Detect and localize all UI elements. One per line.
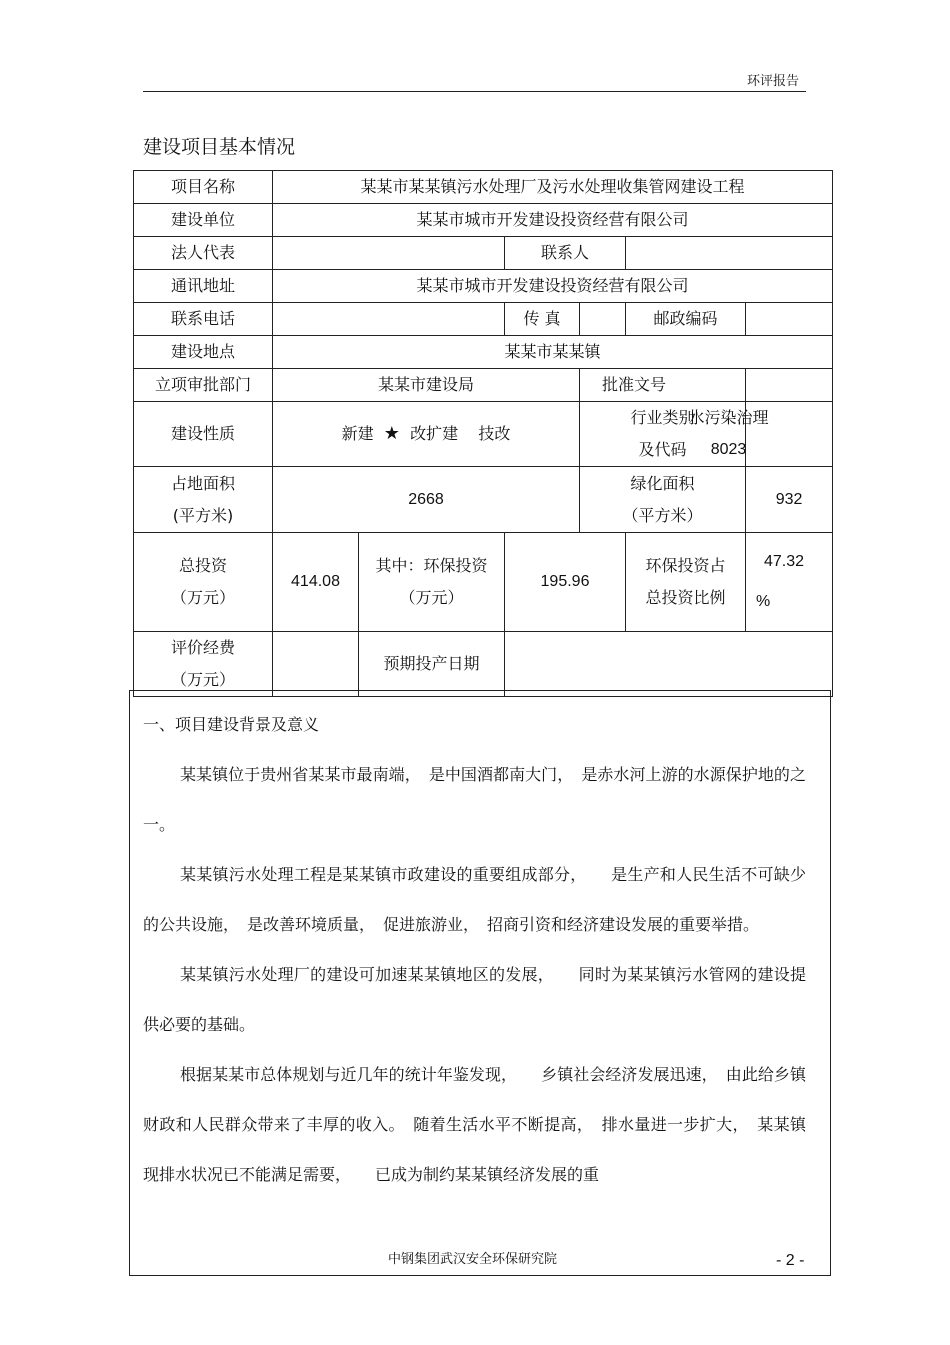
total-invest-value: 414.08 <box>273 533 359 632</box>
eval-fee-value <box>273 632 359 697</box>
env-invest-value: 195.96 <box>505 533 626 632</box>
prod-date-value <box>505 632 833 697</box>
nature-value <box>273 402 580 467</box>
body-paragraph-2: 某某镇污水处理工程是某某镇市政建设的重要组成部分， 是生产和人民生活不可缺少的公共设施， 是改善环境质量， 促进旅游业， 招商引资和经济建设发展的重要举措。 <box>143 865 806 934</box>
industry-label-line2: 及代码 <box>638 440 687 459</box>
ratio-value <box>746 533 833 632</box>
ratio-label <box>626 533 746 632</box>
location-town: 某某镇 <box>552 342 601 361</box>
land-area-label-line2: (平方米) <box>172 505 234 525</box>
ratio-unit: % <box>756 593 771 610</box>
ratio-number: 47.32 <box>764 553 805 570</box>
header-label: 环评报告 <box>747 74 800 89</box>
nature-tech: 技改 <box>478 424 511 443</box>
land-area-value: 2668 <box>273 467 580 533</box>
nature-label: 建设性质 <box>134 402 273 467</box>
land-area-label <box>134 467 273 533</box>
location-prefix: 某某市 <box>504 342 553 361</box>
prod-date-label: 预期投产日期 <box>359 632 505 697</box>
legal-rep-label: 法人代表 <box>134 237 273 270</box>
land-area-label-line1: 占地面积 <box>170 473 235 493</box>
env-invest-label <box>359 533 505 632</box>
green-area-label <box>580 467 746 533</box>
green-area-value: 932 <box>746 467 833 533</box>
contact-value <box>626 237 833 270</box>
approval-dept-value: 某某市建设局 <box>273 369 580 402</box>
builder-label: 建设单位 <box>134 204 273 237</box>
location-value <box>273 336 833 369</box>
postcode-value <box>746 303 833 336</box>
total-invest-label-line1: 总投资 <box>178 556 227 575</box>
project-name-value: 某某市某某镇污水处理厂及污水处理收集管网建设工程 <box>273 171 833 204</box>
nature-new: 新建 <box>341 424 374 443</box>
phone-value <box>273 303 505 336</box>
industry-label-line1: 行业类别 <box>630 408 695 427</box>
legal-rep-value <box>273 237 505 270</box>
fax-label: 传 真 <box>505 303 580 336</box>
location-label: 建设地点 <box>134 336 273 369</box>
industry-value-line1: 水污染治理 <box>688 408 769 427</box>
approval-no-label: 批准文号 <box>580 369 746 402</box>
phone-label: 联系电话 <box>134 303 273 336</box>
green-area-label-line2: （平方米） <box>622 505 703 525</box>
postcode-label: 邮政编码 <box>626 303 746 336</box>
total-invest-label <box>134 533 273 632</box>
industry-value-line2: 8023 <box>710 441 747 458</box>
ratio-label-line2: 总投资比例 <box>645 588 726 607</box>
industry-value <box>688 402 833 467</box>
ratio-label-line1: 环保投资占 <box>645 556 726 575</box>
contact-label: 联系人 <box>505 237 626 270</box>
address-value: 某某市城市开发建设投资经营有限公司 <box>273 270 833 303</box>
body-paragraph-1: 某某镇位于贵州省某某市最南端， 是中国酒都南大门， 是赤水河上游的水源保护地的之一。 <box>143 765 806 834</box>
body-heading: 一、项目建设背景及意义 <box>143 715 320 734</box>
env-invest-label-line1: 其中：环保投资 <box>375 556 488 575</box>
star-icon: ★ <box>383 423 400 444</box>
nature-expand: 改扩建 <box>410 424 459 443</box>
body-paragraph-4: 根据某某市总体规划与近几年的统计年鉴发现， 乡镇社会经济发展迅速， 由此给乡镇财政和人民群众带来了丰厚的收入。 随着生活水平不断提高， 排水量进一步扩大， 某某镇现排水状况已不能满足需要， 已成为制约某某镇经济发展的重 <box>143 1065 806 1184</box>
fax-value <box>580 303 626 336</box>
eval-fee-label-line1: 评价经费 <box>170 638 235 657</box>
body-text <box>143 700 806 1200</box>
env-invest-label-line2: （万元） <box>399 588 464 607</box>
approval-dept-label: 立项审批部门 <box>134 369 273 402</box>
builder-value: 某某市城市开发建设投资经营有限公司 <box>273 204 833 237</box>
page-number: - 2 - <box>776 1252 805 1269</box>
green-area-label-line1: 绿化面积 <box>630 473 695 493</box>
body-paragraph-3: 某某镇污水处理厂的建设可加速某某镇地区的发展， 同时为某某镇污水管网的建设提供必要的基础。 <box>143 965 806 1034</box>
header-rule <box>143 91 806 92</box>
approval-no-value <box>746 369 833 402</box>
eval-fee-label <box>134 632 273 697</box>
project-name-label: 项目名称 <box>134 171 273 204</box>
total-invest-label-line2: （万元） <box>170 588 235 607</box>
section-title: 建设项目基本情况 <box>143 136 296 158</box>
footer-org: 中钢集团武汉安全环保研究院 <box>388 1252 558 1267</box>
eval-fee-label-line2: （万元） <box>170 670 235 689</box>
project-info-table <box>133 170 833 697</box>
address-label: 通讯地址 <box>134 270 273 303</box>
